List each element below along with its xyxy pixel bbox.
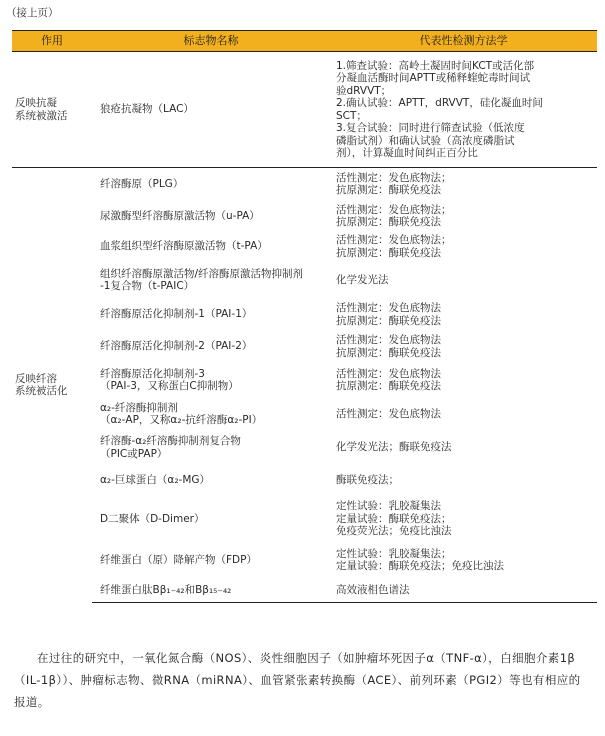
marker-name-cell: D二聚体（D-Dimer） [100,512,205,525]
marker-name-cell: 纤溶酶-α₂纤溶酶抑制剂复合物 （PIC或PAP） [100,435,241,460]
marker-name-cell: 纤溶酶原活化抑制剂-1（PAI-1） [100,308,253,321]
marker-name-cell: 血浆组织型纤溶酶原激活物（t-PA） [100,240,268,253]
continued-label: （接上页） [6,7,59,19]
header-method: 代表性检测方法学 [330,31,597,52]
method-cell: 活性测定：发色底物法； 抗原测定：酶联免疫法 [336,234,452,259]
biomarker-table [12,30,597,603]
marker-name-cell: 纤溶酶原活化抑制剂-3 （PAI-3，又称蛋白C抑制物） [100,367,239,392]
marker-name-cell: 纤溶酶原（PLG） [92,168,330,201]
table-row [12,465,597,496]
table-row [12,299,597,331]
method-cell: 高效液相色谱法 [330,578,597,603]
category-cell: 反映纤溶 系统被活化 [12,168,92,603]
method-cell: 活性测定：发色底物法 抗原测定：酶联免疫法 [336,302,441,327]
marker-name-cell: 纤溶酶原活化抑制剂-2（PAI-2） [100,340,253,353]
method-cell: 化学发光法；酶联免疫法 [336,441,452,454]
marker-name-cell: 纤维蛋白（原）降解产物（FDP） [100,553,257,566]
table-row [12,398,597,431]
method-cell: 化学发光法 [336,273,389,286]
table-row [12,496,597,543]
marker-name-cell: 纤维蛋白肽Bβ₁₋₄₂和Bβ₁₅₋₄₂ [92,578,330,603]
method-cell: 定性试验：乳胶凝集法； 定量试验：酶联免疫法；免疫比浊法 [336,547,504,572]
table-row [12,201,597,232]
method-cell: 活性测定：发色底物法 [336,407,441,420]
table-row [12,232,597,262]
method-cell: 定性试验：乳胶凝集法 定量试验：酶联免疫法； 免疫荧光法；免疫比浊法 [336,500,452,538]
table-row [12,168,597,201]
method-cell: 活性测定：发色底物法 抗原测定：酶联免疫法 [336,367,441,392]
method-cell: 活性测定：发色底物法 抗原测定：酶联免疫法 [336,334,441,359]
marker-name-cell: 狼疮抗凝物（LAC） [92,52,330,168]
marker-name-cell: 组织纤溶酶原激活物/纤溶酶原激活物抑制剂 -1复合物（t-PAIC） [100,267,304,292]
method-cell: 酶联免疫法； [336,473,399,486]
table-row [12,543,597,578]
method-cell: 1.筛查试验：高岭土凝固时间KCT或活化部 分凝血活酶时间APTT或稀释蝰蛇毒时间试 验dRVVT； 2.确认试验：APTT，dRVVT，硅化凝血时间 SCT； 3.复合试验：同时进行筛查试验（低浓度 磷脂试剂）和确认试验（高浓度磷脂试 剂），计算凝血时间纠正百分比 [330,52,597,168]
method-cell: 活性测定：发色底物法； 抗原测定：酶联免疫法 [336,203,452,228]
marker-name-cell: 尿激酶型纤溶酶原激活物（u-PA） [100,209,260,222]
table-row [12,52,597,168]
table-row [12,578,597,603]
header-marker-name: 标志物名称 [92,31,330,52]
body-paragraph: 在过往的研究中，一氧化氮合酶（NOS）、炎性细胞因子（如肿瘤坏死因子α（TNF-α），白细胞介素1β（IL-1β））、肿瘤标志物、微RNA（miRNA）、血管紧张素转换酶（ACE）、前列环素（PGI2）等也有相应的报道。 [14,651,581,709]
marker-name-cell: α₂-纤溶酶抑制剂 （α₂-AP，又称α₂-抗纤溶酶α₂-PI） [100,401,263,426]
header-function: 作用 [12,31,92,52]
table-row [12,363,597,398]
table-row [12,331,597,363]
table-row [12,262,597,299]
marker-name-cell: α₂-巨球蛋白（α₂-MG） [100,473,211,486]
category-cell: 反映抗凝 系统被激活 [12,52,92,168]
table-body [12,52,597,603]
table-header-row [12,31,597,52]
table-row [12,431,597,465]
method-cell: 活性测定：发色底物法； 抗原测定：酶联免疫法 [330,168,597,201]
